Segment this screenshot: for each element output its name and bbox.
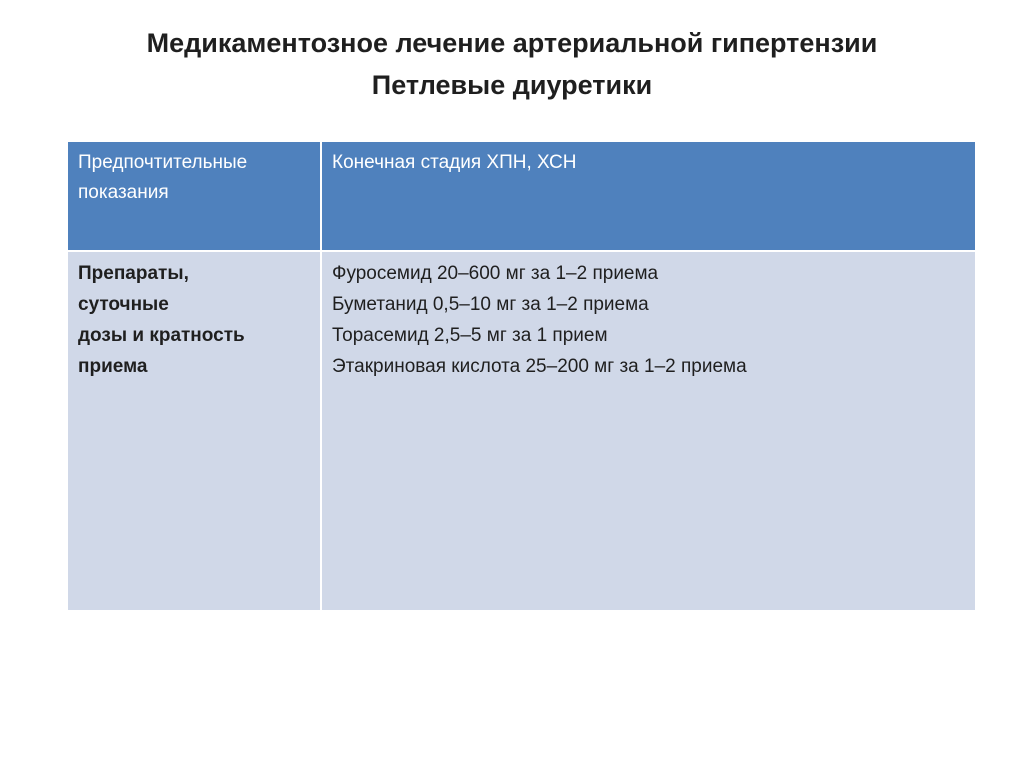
drugs-label-line: дозы и кратность — [78, 325, 245, 346]
drug-item-furosemide: Фуросемид 20–600 мг за 1–2 приема — [332, 263, 659, 284]
drugs-label-line: Препараты, — [78, 263, 189, 284]
indications-label-line: показания — [78, 182, 169, 203]
indications-value: Конечная стадия ХПН, ХСН — [332, 152, 577, 173]
title-line-1: Медикаментозное лечение артериальной гипертензии — [146, 28, 878, 58]
table-header-row — [67, 141, 976, 251]
drug-item-torasemide: Торасемид 2,5–5 мг за 1 прием — [332, 325, 608, 346]
indications-label-line: Предпочтительные — [78, 152, 248, 173]
info-table — [66, 140, 977, 612]
drugs-list-cell — [321, 251, 976, 611]
indications-label-cell — [67, 141, 321, 251]
drugs-label-line: приема — [78, 356, 148, 377]
table-body-row — [67, 251, 976, 611]
indications-value-cell — [321, 141, 976, 251]
slide-title — [0, 22, 1024, 106]
drugs-label-line: суточные — [78, 294, 169, 315]
drugs-label-cell — [67, 251, 321, 611]
title-line-2: Петлевые диуретики — [371, 70, 653, 100]
drug-item-ethacrynic-acid: Этакриновая кислота 25–200 мг за 1–2 приема — [332, 356, 747, 377]
drug-item-bumetanide: Буметанид 0,5–10 мг за 1–2 приема — [332, 294, 649, 315]
